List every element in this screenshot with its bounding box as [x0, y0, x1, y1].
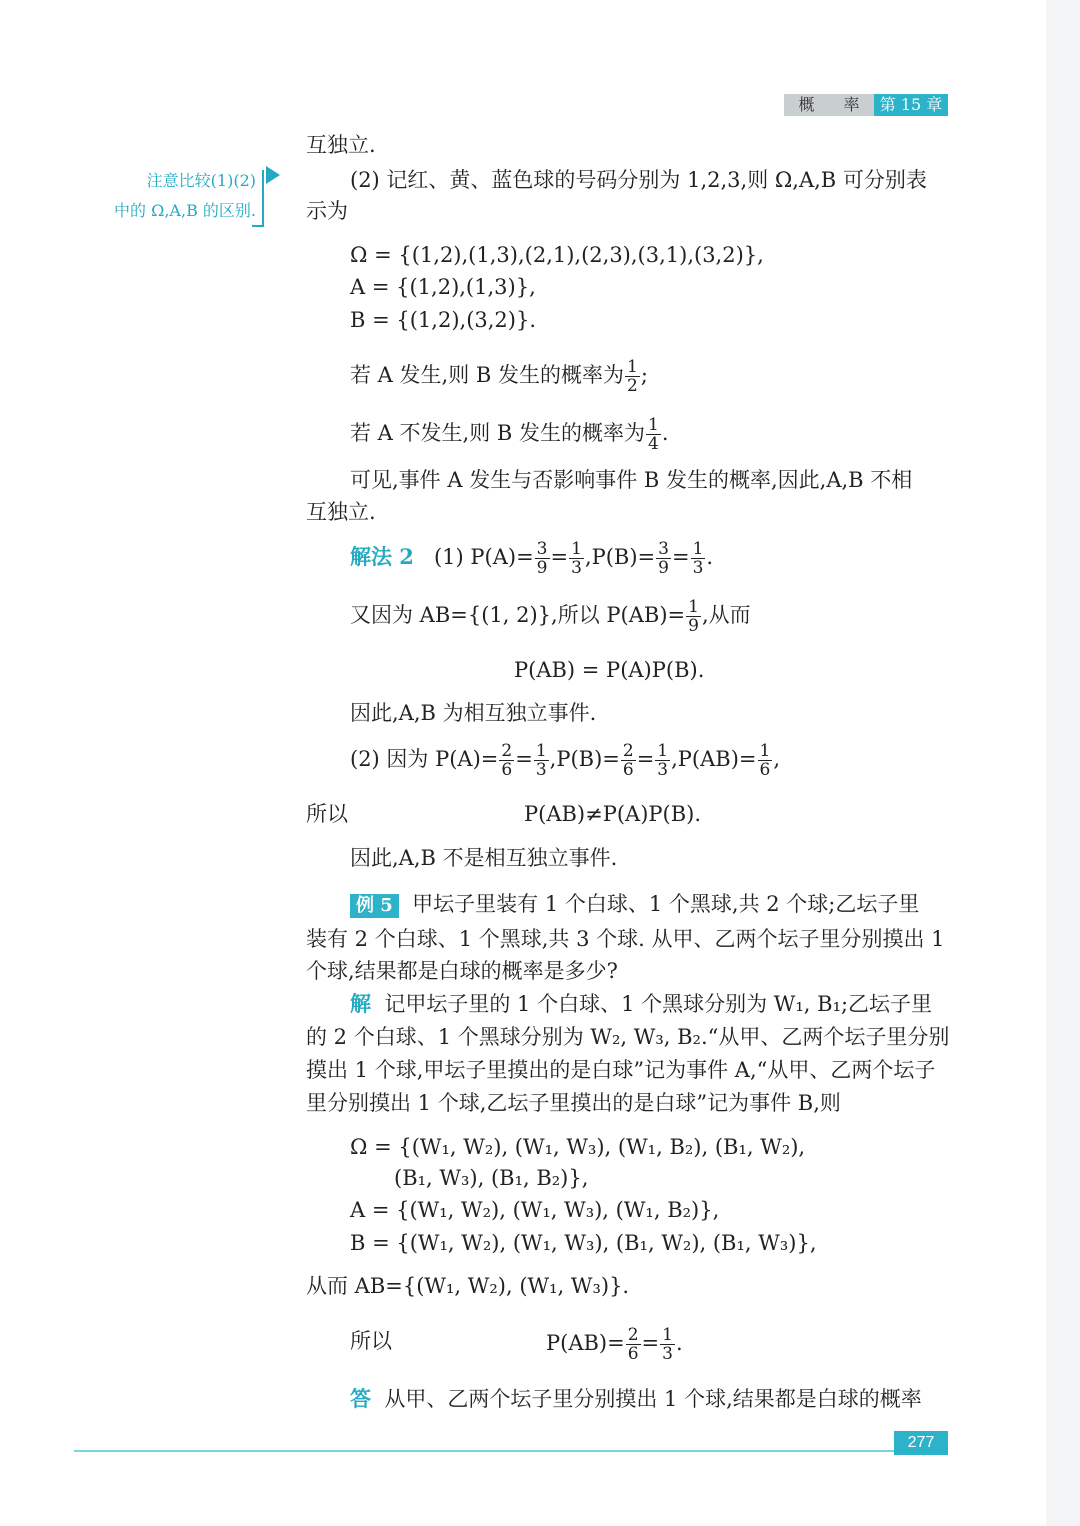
fraction: $\frac{1}{3}$	[571, 539, 582, 578]
solution-line: 解 记甲坛子里的 1 个白球、1 个黑球分别为 W₁, B₁;乙坛子里	[350, 991, 933, 1016]
set-a: A = {(1,2),(1,3)},	[350, 275, 536, 299]
text-line: 因此,A,B 不是相互独立事件.	[350, 846, 618, 870]
solution-label: 解	[350, 991, 371, 1016]
fraction: $\frac{3}{9}$	[536, 539, 548, 578]
text-line: 摸出 1 个球,甲坛子里摸出的是白球”记为事件 A,“从甲、乙两个坛子	[306, 1058, 936, 1082]
chapter-title: 概 率	[784, 94, 874, 116]
fraction: $\frac{1}{3}$	[662, 1325, 673, 1364]
fraction: $\frac{1}{9}$	[688, 597, 699, 636]
answer-line: 答 从甲、乙两个坛子里分别摸出 1 个球,结果都是白球的概率	[350, 1386, 922, 1411]
fraction: $\frac{2}{6}$	[622, 741, 634, 780]
fraction: $\frac{1}{4}$	[647, 415, 659, 454]
chapter-number: 第 15 章	[874, 94, 948, 116]
text-line: 示为	[306, 199, 348, 223]
equation: P(AB)≠P(A)P(B).	[524, 802, 702, 826]
set-b: B = {(W₁, W₂), (W₁, W₃), (B₁, W₂), (B₁, W₃)},	[350, 1231, 817, 1255]
fraction: $\frac{2}{6}$	[627, 1325, 639, 1364]
fraction: $\frac{2}{6}$	[501, 741, 513, 780]
text-line: 又因为 AB={(1, 2)},所以 P(AB)= $\frac{1}{9}$ ,从而	[350, 597, 751, 636]
fraction: $\frac{1}{2}$	[626, 357, 638, 396]
example-badge: 例 5	[350, 894, 399, 918]
text-line: (2) 记红、黄、蓝色球的号码分别为 1,2,3,则 Ω,A,B 可分别表	[350, 168, 927, 192]
margin-note-arrow-icon	[266, 166, 280, 184]
chapter-header	[784, 94, 948, 116]
fraction: $\frac{1}{3}$	[657, 741, 669, 780]
set-b: B = {(1,2),(3,2)}.	[350, 308, 537, 332]
text-line: 因此,A,B 为相互独立事件.	[350, 701, 597, 725]
solution-label: 解法 2	[350, 544, 414, 569]
fraction: $\frac{1}{3}$	[692, 539, 704, 578]
equation: P(AB)= $\frac{2}{6}$ = $\frac{1}{3}$ .	[546, 1325, 683, 1364]
equation: P(AB) = P(A)P(B).	[514, 658, 705, 682]
solution-2-part-1: 解法 2 (1) P(A)= $\frac{3}{9}$ = $\frac{1}{3}$ ,P(B)= $\frac{3}{9}$ = $\frac{1}{3}$ .	[350, 539, 714, 578]
text-line: 可见,事件 A 发生与否影响事件 B 发生的概率,因此,A,B 不相	[350, 468, 913, 492]
text-line: 从而 AB={(W₁, W₂), (W₁, W₃)}.	[306, 1274, 630, 1298]
text-line: 所以	[350, 1329, 392, 1353]
answer-label: 答	[350, 1386, 371, 1411]
margin-note-bracket-foot	[252, 225, 264, 227]
set-a: A = {(W₁, W₂), (W₁, W₃), (W₁, B₂)},	[350, 1198, 720, 1222]
fraction: $\frac{1}{6}$	[759, 741, 771, 780]
text-line: 里分别摸出 1 个球,乙坛子里摸出的是白球”记为事件 B,则	[306, 1091, 841, 1115]
text-line: 个球,结果都是白球的概率是多少?	[306, 959, 618, 983]
page-edge-shadow	[1046, 0, 1080, 1526]
margin-note-bracket	[262, 170, 264, 226]
solution-2-part-2: (2) 因为 P(A)= $\frac{2}{6}$ = $\frac{1}{3}$ ,P(B)= $\frac{2}{6}$ = $\frac{1}{3}$ ,P(AB)= $\frac{1}{6}$ ,	[350, 741, 781, 780]
set-omega-cont: (B₁, W₃), (B₁, B₂)},	[394, 1166, 589, 1190]
text-line: 所以	[306, 802, 348, 826]
conditional-prob-line: 若 A 发生,则 B 发生的概率为 $\frac{1}{2}$ ;	[350, 357, 648, 396]
set-omega: Ω = {(W₁, W₂), (W₁, W₃), (W₁, B₂), (B₁, W₂),	[350, 1135, 806, 1159]
example-5-line: 例 5 甲坛子里装有 1 个白球、1 个黑球,共 2 个球;乙坛子里	[350, 889, 919, 919]
page-number: 277	[894, 1431, 948, 1455]
fraction: $\frac{3}{9}$	[658, 539, 669, 578]
fraction: $\frac{1}{3}$	[535, 741, 547, 780]
footer-rule	[74, 1450, 948, 1452]
text-line: 装有 2 个白球、1 个黑球,共 3 个球. 从甲、乙两个坛子里分别摸出 1	[306, 927, 945, 951]
text-line: 的 2 个白球、1 个黑球分别为 W₂, W₃, B₂.“从甲、乙两个坛子里分别	[306, 1025, 950, 1049]
set-omega: Ω = {(1,2),(1,3),(2,1),(2,3),(3,1),(3,2)},	[350, 243, 764, 267]
text-line: 互独立.	[306, 133, 376, 157]
margin-note: 注意比较(1)(2) 中的 Ω,A,B 的区别.	[113, 171, 256, 220]
conditional-prob-line: 若 A 不发生,则 B 发生的概率为 $\frac{1}{4}$ .	[350, 415, 669, 454]
text-line: 互独立.	[306, 500, 376, 524]
